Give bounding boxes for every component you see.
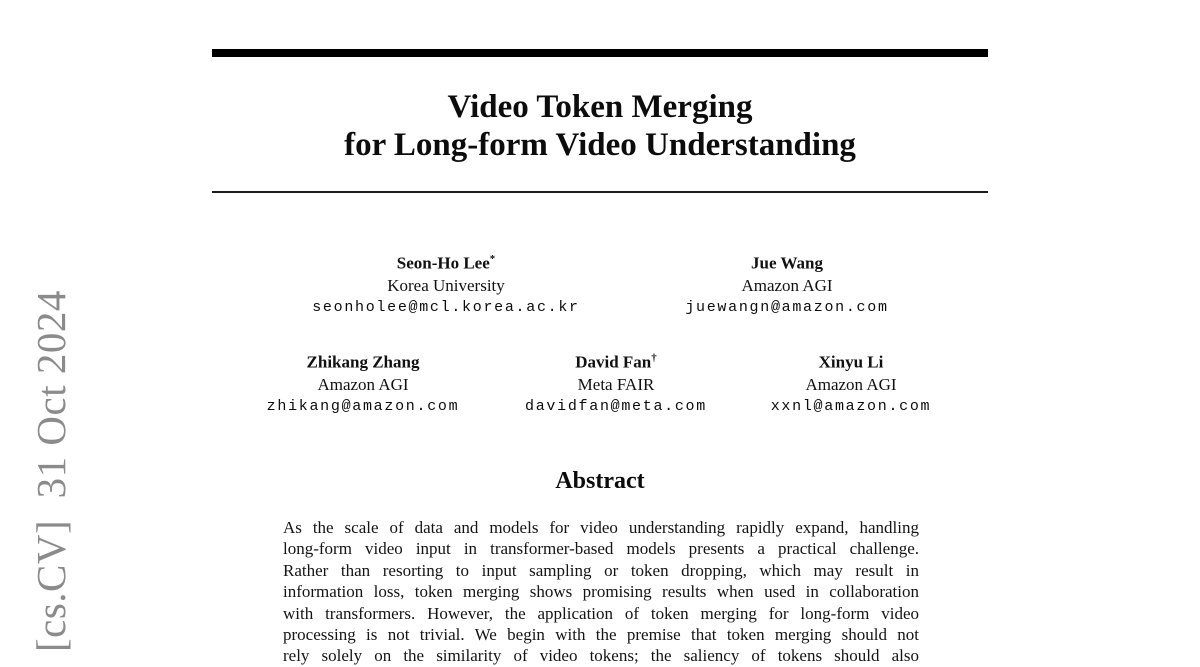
- author-name-text: Jue Wang: [751, 253, 823, 273]
- abstract-line: processing is not trivial. We begin with the premise that token merging should not: [283, 624, 919, 644]
- author-email: zhikang@amazon.com: [266, 397, 460, 415]
- abstract-heading: Abstract: [555, 468, 645, 494]
- author-name-text: Xinyu Li: [818, 352, 884, 372]
- arxiv-watermark: [cs.CV] 31 Oct 2024: [28, 290, 74, 652]
- title-line-2: for Long-form Video Understanding: [344, 127, 856, 163]
- abstract-line: information loss, token merging shows promising results when used in collaboration: [283, 582, 919, 602]
- author-name-text: Zhikang Zhang: [306, 352, 420, 372]
- author-marker: *: [489, 253, 496, 265]
- abstract-line: As the scale of data and models for video understanding rapidly expand, handling: [283, 518, 919, 537]
- author-affiliation: Amazon AGI: [805, 374, 897, 394]
- top-rule: [212, 49, 988, 57]
- abstract-line: Rather than resorting to input sampling or token dropping, which may result in: [283, 560, 919, 580]
- author-card-seon-ho-lee: [286, 248, 606, 318]
- author-email: juewangn@amazon.com: [685, 298, 889, 316]
- abstract-line: rely solely on the similarity of video tokens; the saliency of tokens should also: [283, 646, 919, 666]
- author-name-text: David Fan: [575, 352, 652, 372]
- separator-rule: [212, 191, 988, 193]
- author-card-jue-wang: [627, 248, 947, 318]
- author-name: [286, 248, 606, 275]
- author-affiliation: Amazon AGI: [741, 275, 833, 295]
- author-affiliation: Meta FAIR: [577, 374, 655, 394]
- author-affiliation: Korea University: [387, 275, 505, 295]
- author-marker: †: [651, 352, 657, 364]
- author-name: [627, 248, 947, 275]
- author-affiliation: Amazon AGI: [317, 374, 409, 394]
- paper-title: [212, 88, 988, 164]
- author-name-text: Seon-Ho Lee: [396, 253, 490, 273]
- author-email: seonholee@mcl.korea.ac.kr: [312, 298, 580, 316]
- author-email: xxnl@amazon.com: [770, 397, 932, 415]
- author-card-xinyu-li: [691, 347, 1011, 417]
- title-line-1: Video Token Merging: [447, 89, 753, 125]
- paper-page: [212, 0, 988, 666]
- abstract-line: with transformers. However, the application of token merging for long-form video: [283, 603, 919, 623]
- abstract-line: long-form video input in transformer-based models presents a practical challenge.: [283, 539, 919, 559]
- abstract-text: [283, 517, 919, 667]
- author-email: davidfan@meta.com: [525, 397, 707, 415]
- author-name: [691, 347, 1011, 374]
